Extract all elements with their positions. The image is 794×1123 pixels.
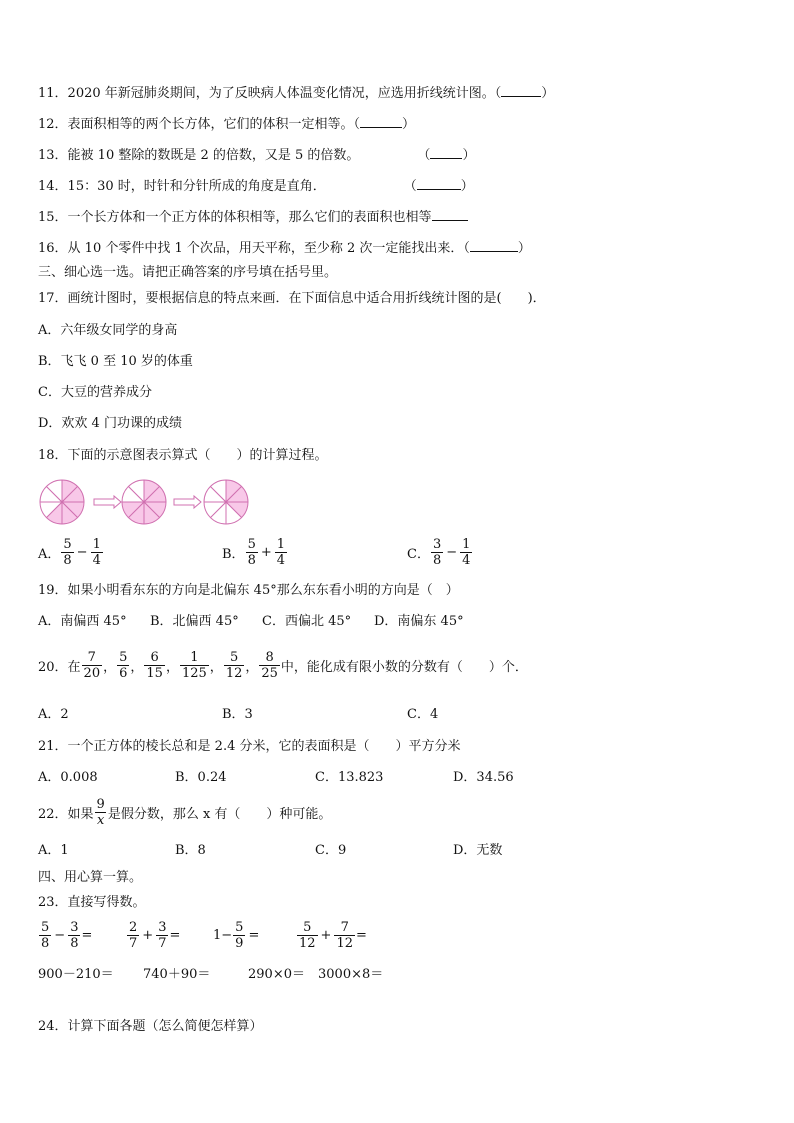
q17-option-d[interactable]: D．欢欢 4 门功课的成绩 bbox=[38, 416, 182, 431]
q21-option-d[interactable]: D．34.56 bbox=[453, 770, 514, 785]
question-13-text: 13．能被 10 整除的数既是 2 的倍数，又是 5 的倍数。 bbox=[38, 148, 360, 163]
answer-blank[interactable] bbox=[470, 239, 518, 252]
question-16: 16．从 10 个零件中找 1 个次品，用天平称，至少称 2 次一定能找出来．（ ） bbox=[38, 241, 531, 256]
q21-option-b[interactable]: B．0.24 bbox=[175, 770, 227, 785]
fraction-circles-diagram bbox=[36, 474, 296, 534]
fraction: $\frac{3}{8}$ bbox=[432, 537, 442, 568]
question-21-stem: 21．一个正方体的棱长总和是 2.4 分米，它的表面积是（ ）平方分米 bbox=[38, 739, 461, 754]
q18-option-b[interactable]: B． $\frac{5}{8}$ + $\frac{1}{4}$ bbox=[222, 537, 286, 568]
fraction: $\frac{5}{6}$ bbox=[119, 650, 128, 681]
q19-option-b[interactable]: B．北偏西 45° bbox=[150, 614, 239, 629]
circle-5-eighths bbox=[40, 480, 84, 524]
calc-item: 1− $\frac{5}{9}$ = bbox=[213, 920, 260, 951]
fraction: $\frac{1}{4}$ bbox=[276, 537, 286, 568]
calc-item: $\frac{5}{8}$ − $\frac{3}{8}$ = bbox=[41, 920, 93, 951]
fraction: $\frac{6}{15}$ bbox=[146, 650, 163, 681]
q19-option-a[interactable]: A．南偏西 45° bbox=[38, 614, 127, 629]
question-20-stem: 20．在 $\frac{7}{20}$ ， $\frac{5}{6}$ ， $\frac{6}{15}$ ， $\frac{1}{125}$ ， $\frac{5}{12}$ ， $\frac{8}{25}$ 中，能化成有限小数的分数有（ ）个． bbox=[38, 650, 528, 681]
answer-blank[interactable] bbox=[417, 177, 461, 190]
q17-option-b[interactable]: B．飞飞 0 至 10 岁的体重 bbox=[38, 354, 193, 369]
question-18-stem: 18．下面的示意图表示算式（ ）的计算过程。 bbox=[38, 448, 328, 463]
calc-item: 3000×8＝ bbox=[318, 967, 384, 982]
calc-item: 290×0＝ bbox=[248, 967, 305, 982]
question-12-text: 12．表面积相等的两个长方体，它们的体积一定相等。（ bbox=[38, 117, 361, 132]
answer-blank[interactable] bbox=[360, 115, 402, 128]
question-14-text: 14．15：30 时，时针和分针所成的角度是直角． bbox=[38, 179, 326, 194]
fraction: $\frac{5}{8}$ bbox=[247, 537, 256, 568]
q17-option-c[interactable]: C．大豆的营养成分 bbox=[38, 385, 152, 400]
q20-option-a[interactable]: A．2 bbox=[38, 707, 69, 722]
q19-option-c[interactable]: C．西偏北 45° bbox=[262, 614, 352, 629]
fraction: $\frac{1}{4}$ bbox=[462, 537, 471, 568]
q18-option-c[interactable]: C． $\frac{3}{8}$ − $\frac{1}{4}$ bbox=[407, 537, 471, 568]
question-17-stem: 17．画统计图时，要根据信息的特点来画．在下面信息中适合用折线统计图的是( )． bbox=[38, 291, 546, 306]
question-19-stem: 19．如果小明看东东的方向是北偏东 45°那么东东看小明的方向是（ ） bbox=[38, 583, 459, 598]
fraction: $\frac{1}{4}$ bbox=[92, 537, 101, 568]
fraction: $\frac{5}{12}$ bbox=[225, 650, 243, 681]
section-4-heading: 四、用心算一算。 bbox=[38, 870, 143, 885]
arrow-icon bbox=[174, 496, 201, 508]
q22-option-d[interactable]: D．无数 bbox=[453, 843, 503, 858]
question-13: 13．能被 10 整除的数既是 2 的倍数，又是 5 的倍数。 （ ） bbox=[38, 148, 476, 163]
fraction: $\frac{5}{8}$ bbox=[63, 537, 72, 568]
q21-option-c[interactable]: C．13.823 bbox=[315, 770, 384, 785]
question-22-stem: 22．如果 $\frac{9}{x}$ 是假分数，那么 x 有（ ）种可能。 bbox=[38, 797, 332, 828]
fraction: $\frac{7}{20}$ bbox=[83, 650, 101, 681]
question-11: 11．2020 年新冠肺炎期间，为了反映病人体温变化情况，应选用折线统计图。（ ） bbox=[38, 86, 555, 101]
q21-option-a[interactable]: A．0.008 bbox=[38, 770, 98, 785]
question-15-text: 15．一个长方体和一个正方体的体积相等，那么它们的表面积也相等 bbox=[38, 210, 432, 225]
calc-item: 740＋90＝ bbox=[143, 967, 211, 982]
calc-item: $\frac{5}{12}$ + $\frac{7}{12}$ = bbox=[299, 920, 367, 951]
question-15 bbox=[38, 208, 468, 226]
q18-option-a[interactable]: A． $\frac{5}{8}$ − $\frac{1}{4}$ bbox=[38, 537, 101, 568]
q22-option-a[interactable]: A．1 bbox=[38, 843, 69, 858]
question-14: 14．15：30 时，时针和分针所成的角度是直角． （ ） bbox=[38, 179, 474, 194]
question-16-text: 16．从 10 个零件中找 1 个次品，用天平称，至少称 2 次一定能找出来．（ bbox=[38, 241, 470, 256]
answer-blank[interactable] bbox=[432, 208, 468, 221]
q17-option-a[interactable]: A．六年级女同学的身高 bbox=[38, 323, 178, 338]
calc-item: 900－210＝ bbox=[38, 967, 114, 982]
q22-option-c[interactable]: C．9 bbox=[315, 843, 347, 858]
answer-blank[interactable] bbox=[430, 146, 462, 159]
question-12: 12．表面积相等的两个长方体，它们的体积一定相等。（ ） bbox=[38, 117, 416, 132]
question-24-stem: 24．计算下面各题（怎么简便怎样算） bbox=[38, 1019, 263, 1034]
circle-3-eighths bbox=[204, 480, 248, 524]
calc-item: $\frac{2}{7}$ + $\frac{3}{7}$ = bbox=[129, 920, 181, 951]
q19-option-d[interactable]: D．南偏东 45° bbox=[374, 614, 464, 629]
circle-6-eighths bbox=[122, 480, 166, 524]
fraction: $\frac{9}{x}$ bbox=[96, 797, 105, 828]
fraction: $\frac{8}{25}$ bbox=[261, 650, 278, 681]
q20-option-b[interactable]: B．3 bbox=[222, 707, 253, 722]
q20-option-c[interactable]: C．4 bbox=[407, 707, 439, 722]
q22-option-b[interactable]: B．8 bbox=[175, 843, 206, 858]
answer-blank[interactable] bbox=[501, 84, 541, 97]
fraction: $\frac{1}{125}$ bbox=[181, 650, 207, 681]
question-11-text: 11．2020 年新冠肺炎期间，为了反映病人体温变化情况，应选用折线统计图。（ bbox=[38, 86, 502, 101]
section-3-heading: 三、细心选一选。请把正确答案的序号填在括号里。 bbox=[38, 265, 338, 280]
arrow-icon bbox=[94, 496, 121, 508]
question-23-stem: 23．直接写得数。 bbox=[38, 895, 146, 910]
